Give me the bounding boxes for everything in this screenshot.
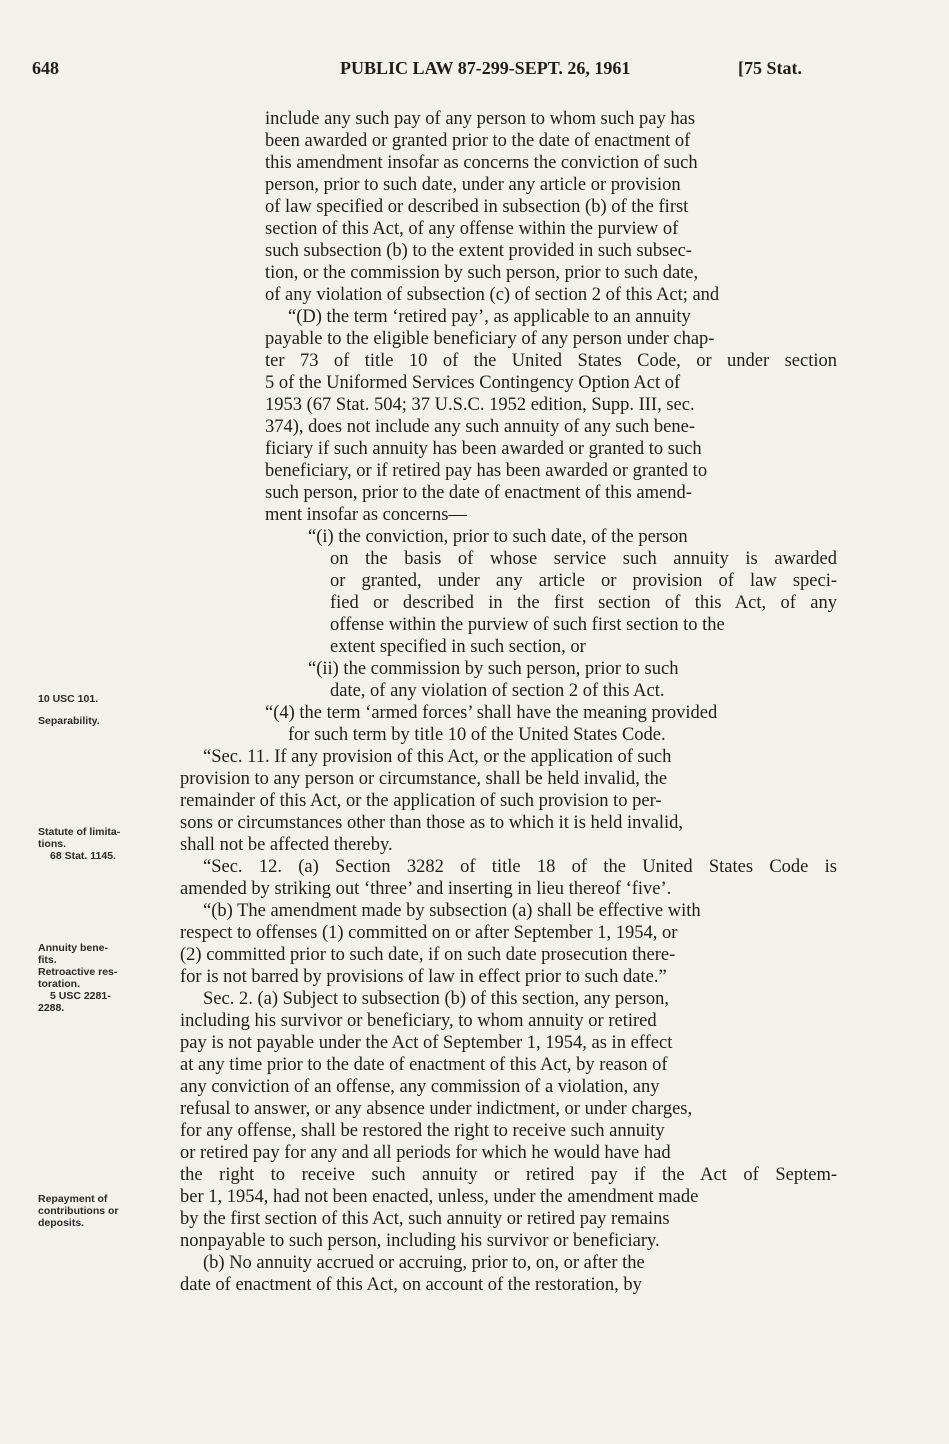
text-line: any conviction of an offense, any commission of a violation, any	[180, 1077, 660, 1097]
text-line: extent specified in such section, or	[330, 637, 586, 657]
text-line: fied or described in the first section of this Act, of any	[330, 593, 837, 613]
margin-note-repayment-cont: contributions or	[38, 1205, 119, 1217]
text-line: shall not be affected thereby.	[180, 835, 393, 855]
text-line: 374), does not include any such annuity of any such bene-	[265, 417, 696, 437]
margin-note-2288: 2288.	[38, 1002, 65, 1014]
text-line: 5 of the Uniformed Services Contingency Option Act of	[265, 373, 681, 393]
text-line: such subsection (b) to the extent provided in such subsec-	[265, 241, 692, 261]
text-line: by the first section of this Act, such annuity or retired pay remains	[180, 1209, 670, 1229]
text-line: date of enactment of this Act, on account of the restoration, by	[180, 1275, 642, 1295]
text-line: 1953 (67 Stat. 504; 37 U.S.C. 1952 edition, Supp. III, sec.	[265, 395, 695, 415]
margin-note-annuity-benefits: Annuity bene-	[38, 942, 108, 954]
text-line: provision to any person or circumstance, shall be held invalid, the	[180, 769, 668, 789]
text-line: Sec. 2. (a) Subject to subsection (b) of this section, any person,	[203, 989, 669, 1009]
text-line: on the basis of whose service such annuity is awarded	[330, 549, 837, 569]
text-line: “(b) The amendment made by subsection (a) shall be effective with	[203, 901, 701, 921]
text-line: “(i) the conviction, prior to such date, of the person	[308, 527, 688, 547]
text-line: for is not barred by provisions of law in effect prior to such date.”	[180, 967, 667, 987]
text-line: respect to offenses (1) committed on or after September 1, 1954, or	[180, 923, 678, 943]
text-line: ber 1, 1954, had not been enacted, unless, under the amendment made	[180, 1187, 699, 1207]
text-line: the right to receive such annuity or retired pay if the Act of Septem-	[180, 1165, 837, 1185]
text-line: “Sec. 12. (a) Section 3282 of title 18 of the United States Code is	[203, 857, 837, 877]
text-line: “(4) the term ‘armed forces’ shall have the meaning provided	[265, 703, 718, 723]
page-number: 648	[32, 58, 59, 78]
text-line: of any violation of subsection (c) of section 2 of this Act; and	[265, 285, 720, 305]
text-line: remainder of this Act, or the application of such provision to per-	[180, 791, 662, 811]
text-line: section of this Act, of any offense within the purview of	[265, 219, 679, 239]
text-line: “(ii) the commission by such person, prior to such	[308, 659, 679, 679]
statute-volume: [75 Stat.	[738, 58, 802, 78]
page-header	[0, 58, 949, 84]
text-line: pay is not payable under the Act of September 1, 1954, as in effect	[180, 1033, 673, 1053]
text-line: ment insofar as concerns—	[265, 505, 467, 525]
margin-note-annuity-benefits-cont: fits.	[38, 954, 57, 966]
margin-note-68-stat: 68 Stat. 1145.	[50, 850, 116, 862]
text-line: at any time prior to the date of enactment of this Act, by reason of	[180, 1055, 668, 1075]
margin-note-statute-limitations-cont: tions.	[38, 838, 66, 850]
text-line: amended by striking out ‘three’ and inserting in lieu thereof ‘five’.	[180, 879, 672, 899]
text-line: or granted, under any article or provision of law speci-	[330, 571, 837, 591]
text-line: (2) committed prior to such date, if on such date prosecution there-	[180, 945, 676, 965]
text-line: including his survivor or beneficiary, to whom annuity or retired	[180, 1011, 657, 1031]
text-line: ficiary if such annuity has been awarded or granted to such	[265, 439, 702, 459]
text-line: nonpayable to such person, including his survivor or beneficiary.	[180, 1231, 660, 1251]
text-line: ter 73 of title 10 of the United States Code, or under section	[265, 351, 837, 371]
text-line: (b) No annuity accrued or accruing, prior to, on, or after the	[203, 1253, 645, 1273]
text-line: for any offense, shall be restored the right to receive such annuity	[180, 1121, 665, 1141]
text-line: payable to the eligible beneficiary of any person under chap-	[265, 329, 715, 349]
margin-note-retroactive: Retroactive res-	[38, 966, 118, 978]
margin-note-repayment: Repayment of	[38, 1193, 108, 1205]
text-line: sons or circumstances other than those as to which it is held invalid,	[180, 813, 683, 833]
text-line: for such term by title 10 of the United States Code.	[288, 725, 666, 745]
text-line: refusal to answer, or any absence under indictment, or under charges,	[180, 1099, 693, 1119]
margin-note-5-usc: 5 USC 2281-	[50, 990, 111, 1002]
margin-note-deposits: deposits.	[38, 1217, 85, 1229]
text-line: beneficiary, or if retired pay has been awarded or granted to	[265, 461, 708, 481]
text-line: offense within the purview of such first section to the	[330, 615, 725, 635]
margin-note-usc: 10 USC 101.	[38, 693, 99, 705]
text-line: this amendment insofar as concerns the conviction of such	[265, 153, 698, 173]
text-line: date, of any violation of section 2 of this Act.	[330, 681, 665, 701]
text-line: “Sec. 11. If any provision of this Act, or the application of such	[203, 747, 672, 767]
margin-note-statute-limitations: Statute of limita-	[38, 826, 121, 838]
text-line: tion, or the commission by such person, prior to such date,	[265, 263, 699, 283]
text-line: include any such pay of any person to whom such pay has	[265, 109, 696, 129]
text-line: of law specified or described in subsection (b) of the first	[265, 197, 689, 217]
text-line: been awarded or granted prior to the date of enactment of	[265, 131, 691, 151]
margin-note-retroactive-cont: toration.	[38, 978, 80, 990]
text-line: such person, prior to the date of enactment of this amend-	[265, 483, 692, 503]
margin-note-separability: Separability.	[38, 715, 100, 727]
running-title: PUBLIC LAW 87-299-SEPT. 26, 1961	[340, 58, 631, 78]
text-line: “(D) the term ‘retired pay’, as applicable to an annuity	[288, 307, 691, 327]
text-line: person, prior to such date, under any article or provision	[265, 175, 681, 195]
text-line: or retired pay for any and all periods for which he would have had	[180, 1143, 671, 1163]
